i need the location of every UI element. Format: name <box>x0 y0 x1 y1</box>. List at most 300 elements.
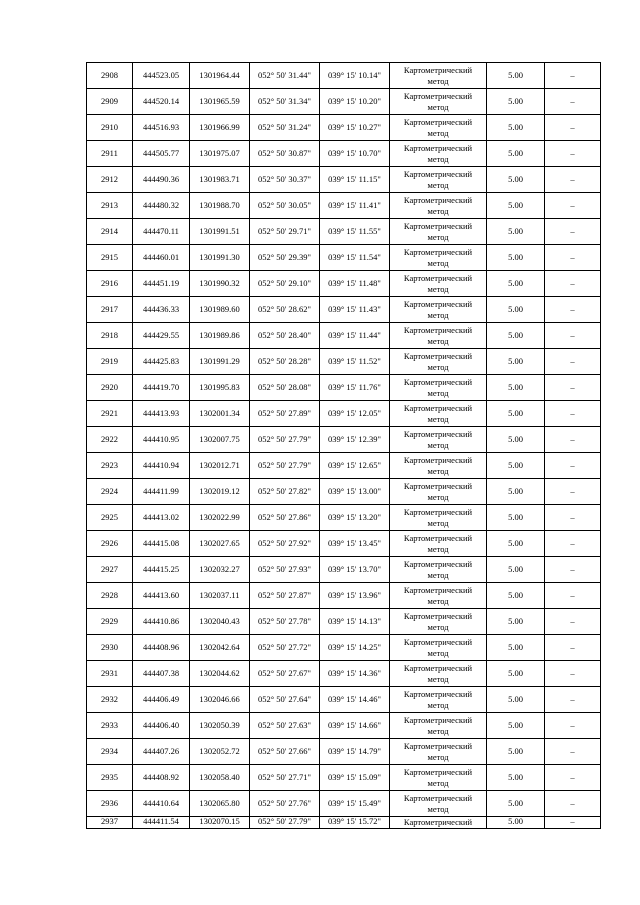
note-cell: – <box>545 635 601 661</box>
accuracy-cell: 5.00 <box>487 401 545 427</box>
table-row <box>87 687 601 713</box>
latitude-cell: 052° 50' 29.39" <box>250 245 320 271</box>
method-line-2: метод <box>427 699 449 710</box>
method-line-2: метод <box>427 257 449 268</box>
point-number-cell: 2912 <box>87 167 133 193</box>
method-cell <box>390 63 487 89</box>
note-cell: – <box>545 401 601 427</box>
table-row <box>87 375 601 401</box>
longitude-cell: 039° 15' 11.52" <box>320 349 390 375</box>
y-coordinate-cell: 1301989.86 <box>190 323 250 349</box>
x-coordinate-cell: 444523.05 <box>133 63 190 89</box>
method-line-2: метод <box>427 309 449 320</box>
longitude-cell: 039° 15' 11.15" <box>320 167 390 193</box>
method-line-1: Картометрический <box>403 792 473 803</box>
method-line-1: Картометрический <box>403 766 473 777</box>
table-row <box>87 557 601 583</box>
method-line-1: Картометрический <box>403 740 473 751</box>
note-cell: – <box>545 323 601 349</box>
point-number-cell: 2925 <box>87 505 133 531</box>
point-number-cell: 2920 <box>87 375 133 401</box>
accuracy-cell: 5.00 <box>487 557 545 583</box>
x-coordinate-cell: 444406.40 <box>133 713 190 739</box>
x-coordinate-cell: 444520.14 <box>133 89 190 115</box>
latitude-cell: 052° 50' 29.71" <box>250 219 320 245</box>
latitude-cell: 052° 50' 31.24" <box>250 115 320 141</box>
x-coordinate-cell: 444480.32 <box>133 193 190 219</box>
method-cell <box>390 713 487 739</box>
accuracy-cell: 5.00 <box>487 219 545 245</box>
point-number-cell: 2918 <box>87 323 133 349</box>
y-coordinate-cell: 1301965.59 <box>190 89 250 115</box>
point-number-cell: 2927 <box>87 557 133 583</box>
longitude-cell: 039° 15' 12.39" <box>320 427 390 453</box>
y-coordinate-cell: 1301991.51 <box>190 219 250 245</box>
y-coordinate-cell: 1301990.32 <box>190 271 250 297</box>
method-cell <box>390 479 487 505</box>
y-coordinate-cell: 1302001.34 <box>190 401 250 427</box>
note-cell: – <box>545 505 601 531</box>
table-row <box>87 661 601 687</box>
latitude-cell: 052° 50' 27.93" <box>250 557 320 583</box>
longitude-cell: 039° 15' 14.79" <box>320 739 390 765</box>
method-line-1: Картометрический <box>403 610 473 621</box>
longitude-cell: 039° 15' 11.54" <box>320 245 390 271</box>
latitude-cell: 052° 50' 27.87" <box>250 583 320 609</box>
table-row <box>87 89 601 115</box>
note-cell: – <box>545 765 601 791</box>
accuracy-cell: 5.00 <box>487 739 545 765</box>
table-row <box>87 713 601 739</box>
point-number-cell: 2930 <box>87 635 133 661</box>
method-cell <box>390 739 487 765</box>
point-number-cell: 2936 <box>87 791 133 817</box>
table-row <box>87 219 601 245</box>
longitude-cell: 039° 15' 13.70" <box>320 557 390 583</box>
y-coordinate-cell: 1302007.75 <box>190 427 250 453</box>
x-coordinate-cell: 444407.26 <box>133 739 190 765</box>
point-number-cell: 2937 <box>87 817 133 829</box>
method-line-1: Картометрический <box>403 64 473 75</box>
point-number-cell: 2922 <box>87 427 133 453</box>
method-line-2: метод <box>427 283 449 294</box>
latitude-cell: 052° 50' 27.63" <box>250 713 320 739</box>
note-cell: – <box>545 89 601 115</box>
accuracy-cell: 5.00 <box>487 505 545 531</box>
method-cell <box>390 557 487 583</box>
table-row <box>87 531 601 557</box>
table-row <box>87 505 601 531</box>
note-cell: – <box>545 115 601 141</box>
method-line-2: метод <box>427 491 449 502</box>
latitude-cell: 052° 50' 28.08" <box>250 375 320 401</box>
table-row <box>87 453 601 479</box>
point-number-cell: 2931 <box>87 661 133 687</box>
method-cell <box>390 609 487 635</box>
table-row <box>87 739 601 765</box>
x-coordinate-cell: 444413.93 <box>133 401 190 427</box>
longitude-cell: 039° 15' 14.66" <box>320 713 390 739</box>
method-line-1: Картометрический <box>403 480 473 491</box>
x-coordinate-cell: 444410.95 <box>133 427 190 453</box>
y-coordinate-cell: 1301966.99 <box>190 115 250 141</box>
method-line-2: метод <box>427 517 449 528</box>
point-number-cell: 2933 <box>87 713 133 739</box>
method-line-1: Картометрический <box>403 220 473 231</box>
note-cell: – <box>545 271 601 297</box>
method-cell <box>390 193 487 219</box>
note-cell: – <box>545 427 601 453</box>
method-line-1: Картометрический <box>403 116 473 127</box>
method-cell <box>390 817 487 829</box>
latitude-cell: 052° 50' 27.79" <box>250 453 320 479</box>
method-cell <box>390 583 487 609</box>
accuracy-cell: 5.00 <box>487 141 545 167</box>
note-cell: – <box>545 687 601 713</box>
latitude-cell: 052° 50' 28.28" <box>250 349 320 375</box>
method-line-1: Картометрический <box>403 324 473 335</box>
longitude-cell: 039° 15' 12.05" <box>320 401 390 427</box>
table-row <box>87 765 601 791</box>
longitude-cell: 039° 15' 14.13" <box>320 609 390 635</box>
longitude-cell: 039° 15' 11.48" <box>320 271 390 297</box>
note-cell: – <box>545 531 601 557</box>
method-cell <box>390 661 487 687</box>
latitude-cell: 052° 50' 27.92" <box>250 531 320 557</box>
method-line-2: метод <box>427 413 449 424</box>
longitude-cell: 039° 15' 13.45" <box>320 531 390 557</box>
x-coordinate-cell: 444408.96 <box>133 635 190 661</box>
method-line-1: Картометрический <box>403 532 473 543</box>
method-line-1: Картометрический <box>403 246 473 257</box>
method-line-1: Картометрический <box>403 454 473 465</box>
method-line-1: Картометрический <box>403 428 473 439</box>
x-coordinate-cell: 444411.99 <box>133 479 190 505</box>
longitude-cell: 039° 15' 13.20" <box>320 505 390 531</box>
method-line-2: метод <box>427 179 449 190</box>
point-number-cell: 2908 <box>87 63 133 89</box>
accuracy-cell: 5.00 <box>487 323 545 349</box>
y-coordinate-cell: 1301991.30 <box>190 245 250 271</box>
method-line-2: метод <box>427 205 449 216</box>
x-coordinate-cell: 444406.49 <box>133 687 190 713</box>
y-coordinate-cell: 1301991.29 <box>190 349 250 375</box>
method-line-2: метод <box>427 751 449 762</box>
coordinates-table <box>86 62 601 829</box>
note-cell: – <box>545 557 601 583</box>
accuracy-cell: 5.00 <box>487 479 545 505</box>
latitude-cell: 052° 50' 29.10" <box>250 271 320 297</box>
method-line-2: метод <box>427 777 449 788</box>
method-cell <box>390 505 487 531</box>
longitude-cell: 039° 15' 13.96" <box>320 583 390 609</box>
accuracy-cell: 5.00 <box>487 583 545 609</box>
y-coordinate-cell: 1301989.60 <box>190 297 250 323</box>
latitude-cell: 052° 50' 27.79" <box>250 427 320 453</box>
y-coordinate-cell: 1301975.07 <box>190 141 250 167</box>
table-row <box>87 817 601 829</box>
x-coordinate-cell: 444505.77 <box>133 141 190 167</box>
accuracy-cell: 5.00 <box>487 245 545 271</box>
x-coordinate-cell: 444436.33 <box>133 297 190 323</box>
method-cell <box>390 115 487 141</box>
table-row <box>87 63 601 89</box>
note-cell: – <box>545 167 601 193</box>
method-cell <box>390 765 487 791</box>
x-coordinate-cell: 444429.55 <box>133 323 190 349</box>
accuracy-cell: 5.00 <box>487 791 545 817</box>
latitude-cell: 052° 50' 27.82" <box>250 479 320 505</box>
method-cell <box>390 219 487 245</box>
method-line-2: метод <box>427 231 449 242</box>
point-number-cell: 2919 <box>87 349 133 375</box>
method-line-2: метод <box>427 335 449 346</box>
method-cell <box>390 141 487 167</box>
latitude-cell: 052° 50' 31.34" <box>250 89 320 115</box>
accuracy-cell: 5.00 <box>487 167 545 193</box>
method-cell <box>390 687 487 713</box>
note-cell: – <box>545 791 601 817</box>
method-cell <box>390 401 487 427</box>
point-number-cell: 2932 <box>87 687 133 713</box>
point-number-cell: 2913 <box>87 193 133 219</box>
latitude-cell: 052° 50' 27.66" <box>250 739 320 765</box>
method-line-2: метод <box>427 595 449 606</box>
x-coordinate-cell: 444490.36 <box>133 167 190 193</box>
y-coordinate-cell: 1302027.65 <box>190 531 250 557</box>
method-line-1: Картометрический <box>403 168 473 179</box>
note-cell: – <box>545 193 601 219</box>
note-cell: – <box>545 661 601 687</box>
point-number-cell: 2926 <box>87 531 133 557</box>
accuracy-cell: 5.00 <box>487 453 545 479</box>
longitude-cell: 039° 15' 14.36" <box>320 661 390 687</box>
accuracy-cell: 5.00 <box>487 765 545 791</box>
note-cell: – <box>545 739 601 765</box>
y-coordinate-cell: 1301995.83 <box>190 375 250 401</box>
longitude-cell: 039° 15' 13.00" <box>320 479 390 505</box>
method-line-1: Картометрический <box>403 194 473 205</box>
longitude-cell: 039° 15' 11.41" <box>320 193 390 219</box>
x-coordinate-cell: 444415.08 <box>133 531 190 557</box>
table-body <box>87 63 601 829</box>
longitude-cell: 039° 15' 15.72" <box>320 817 390 829</box>
latitude-cell: 052° 50' 27.76" <box>250 791 320 817</box>
longitude-cell: 039° 15' 11.55" <box>320 219 390 245</box>
accuracy-cell: 5.00 <box>487 531 545 557</box>
table-row <box>87 791 601 817</box>
table-row <box>87 479 601 505</box>
method-line-2: метод <box>427 569 449 580</box>
method-line-1: Картометрический <box>403 817 473 827</box>
method-cell <box>390 349 487 375</box>
latitude-cell: 052° 50' 27.79" <box>250 817 320 829</box>
accuracy-cell: 5.00 <box>487 271 545 297</box>
note-cell: – <box>545 375 601 401</box>
method-line-1: Картометрический <box>403 688 473 699</box>
note-cell: – <box>545 63 601 89</box>
accuracy-cell: 5.00 <box>487 89 545 115</box>
x-coordinate-cell: 444460.01 <box>133 245 190 271</box>
table-row <box>87 297 601 323</box>
method-cell <box>390 89 487 115</box>
accuracy-cell: 5.00 <box>487 609 545 635</box>
longitude-cell: 039° 15' 11.44" <box>320 323 390 349</box>
latitude-cell: 052° 50' 30.37" <box>250 167 320 193</box>
latitude-cell: 052° 50' 27.89" <box>250 401 320 427</box>
method-cell <box>390 791 487 817</box>
table-row <box>87 193 601 219</box>
method-line-2: метод <box>427 101 449 112</box>
x-coordinate-cell: 444411.54 <box>133 817 190 829</box>
y-coordinate-cell: 1302052.72 <box>190 739 250 765</box>
method-cell <box>390 375 487 401</box>
y-coordinate-cell: 1302046.66 <box>190 687 250 713</box>
accuracy-cell: 5.00 <box>487 635 545 661</box>
method-cell <box>390 453 487 479</box>
latitude-cell: 052° 50' 27.86" <box>250 505 320 531</box>
longitude-cell: 039° 15' 10.27" <box>320 115 390 141</box>
latitude-cell: 052° 50' 27.72" <box>250 635 320 661</box>
y-coordinate-cell: 1302070.15 <box>190 817 250 829</box>
note-cell: – <box>545 141 601 167</box>
method-line-2: метод <box>427 127 449 138</box>
accuracy-cell: 5.00 <box>487 375 545 401</box>
point-number-cell: 2928 <box>87 583 133 609</box>
method-line-1: Картометрический <box>403 714 473 725</box>
latitude-cell: 052° 50' 27.67" <box>250 661 320 687</box>
y-coordinate-cell: 1302042.64 <box>190 635 250 661</box>
method-line-1: Картометрический <box>403 298 473 309</box>
table-row <box>87 583 601 609</box>
method-line-1: Картометрический <box>403 402 473 413</box>
longitude-cell: 039° 15' 10.70" <box>320 141 390 167</box>
latitude-cell: 052° 50' 30.05" <box>250 193 320 219</box>
y-coordinate-cell: 1302019.12 <box>190 479 250 505</box>
y-coordinate-cell: 1302065.80 <box>190 791 250 817</box>
table-row <box>87 323 601 349</box>
method-line-2: метод <box>427 387 449 398</box>
latitude-cell: 052° 50' 27.64" <box>250 687 320 713</box>
note-cell: – <box>545 609 601 635</box>
table-row <box>87 245 601 271</box>
method-cell <box>390 271 487 297</box>
latitude-cell: 052° 50' 30.87" <box>250 141 320 167</box>
table-row <box>87 167 601 193</box>
accuracy-cell: 5.00 <box>487 713 545 739</box>
table-row <box>87 635 601 661</box>
table-row <box>87 427 601 453</box>
note-cell: – <box>545 297 601 323</box>
method-cell <box>390 297 487 323</box>
method-line-2: метод <box>427 465 449 476</box>
longitude-cell: 039° 15' 15.09" <box>320 765 390 791</box>
method-line-2: метод <box>427 543 449 554</box>
y-coordinate-cell: 1302058.40 <box>190 765 250 791</box>
x-coordinate-cell: 444419.70 <box>133 375 190 401</box>
x-coordinate-cell: 444413.02 <box>133 505 190 531</box>
method-line-2: метод <box>427 725 449 736</box>
method-line-2: метод <box>427 673 449 684</box>
y-coordinate-cell: 1301964.44 <box>190 63 250 89</box>
accuracy-cell: 5.00 <box>487 427 545 453</box>
x-coordinate-cell: 444408.92 <box>133 765 190 791</box>
latitude-cell: 052° 50' 28.62" <box>250 297 320 323</box>
x-coordinate-cell: 444410.64 <box>133 791 190 817</box>
method-line-1: Картометрический <box>403 272 473 283</box>
y-coordinate-cell: 1301983.71 <box>190 167 250 193</box>
point-number-cell: 2929 <box>87 609 133 635</box>
longitude-cell: 039° 15' 11.76" <box>320 375 390 401</box>
y-coordinate-cell: 1302050.39 <box>190 713 250 739</box>
point-number-cell: 2915 <box>87 245 133 271</box>
note-cell: – <box>545 713 601 739</box>
method-line-2: метод <box>427 621 449 632</box>
method-cell <box>390 245 487 271</box>
method-line-1: Картометрический <box>403 90 473 101</box>
point-number-cell: 2923 <box>87 453 133 479</box>
point-number-cell: 2924 <box>87 479 133 505</box>
method-line-2: метод <box>427 647 449 658</box>
x-coordinate-cell: 444413.60 <box>133 583 190 609</box>
note-cell: – <box>545 245 601 271</box>
longitude-cell: 039° 15' 10.20" <box>320 89 390 115</box>
table-row <box>87 401 601 427</box>
method-line-1: Картометрический <box>403 350 473 361</box>
latitude-cell: 052° 50' 31.44" <box>250 63 320 89</box>
longitude-cell: 039° 15' 11.43" <box>320 297 390 323</box>
table-row <box>87 115 601 141</box>
table-row <box>87 609 601 635</box>
method-cell <box>390 531 487 557</box>
longitude-cell: 039° 15' 14.25" <box>320 635 390 661</box>
y-coordinate-cell: 1302032.27 <box>190 557 250 583</box>
longitude-cell: 039° 15' 12.65" <box>320 453 390 479</box>
table-row <box>87 349 601 375</box>
method-line-2: метод <box>427 803 449 814</box>
method-line-1: Картометрический <box>403 558 473 569</box>
longitude-cell: 039° 15' 15.49" <box>320 791 390 817</box>
note-cell: – <box>545 349 601 375</box>
accuracy-cell: 5.00 <box>487 115 545 141</box>
note-cell: – <box>545 817 601 829</box>
method-line-2: метод <box>427 361 449 372</box>
note-cell: – <box>545 479 601 505</box>
longitude-cell: 039° 15' 10.14" <box>320 63 390 89</box>
y-coordinate-cell: 1302044.62 <box>190 661 250 687</box>
accuracy-cell: 5.00 <box>487 297 545 323</box>
method-line-1: Картометрический <box>403 376 473 387</box>
method-line-2: метод <box>427 75 449 86</box>
x-coordinate-cell: 444425.83 <box>133 349 190 375</box>
point-number-cell: 2934 <box>87 739 133 765</box>
table-row <box>87 271 601 297</box>
method-line-1: Картометрический <box>403 142 473 153</box>
x-coordinate-cell: 444470.11 <box>133 219 190 245</box>
point-number-cell: 2909 <box>87 89 133 115</box>
point-number-cell: 2921 <box>87 401 133 427</box>
latitude-cell: 052° 50' 27.78" <box>250 609 320 635</box>
note-cell: – <box>545 219 601 245</box>
method-cell <box>390 323 487 349</box>
point-number-cell: 2910 <box>87 115 133 141</box>
method-line-1: Картометрический <box>403 506 473 517</box>
point-number-cell: 2935 <box>87 765 133 791</box>
note-cell: – <box>545 453 601 479</box>
table-row <box>87 141 601 167</box>
method-cell <box>390 635 487 661</box>
method-line-2: метод <box>427 439 449 450</box>
